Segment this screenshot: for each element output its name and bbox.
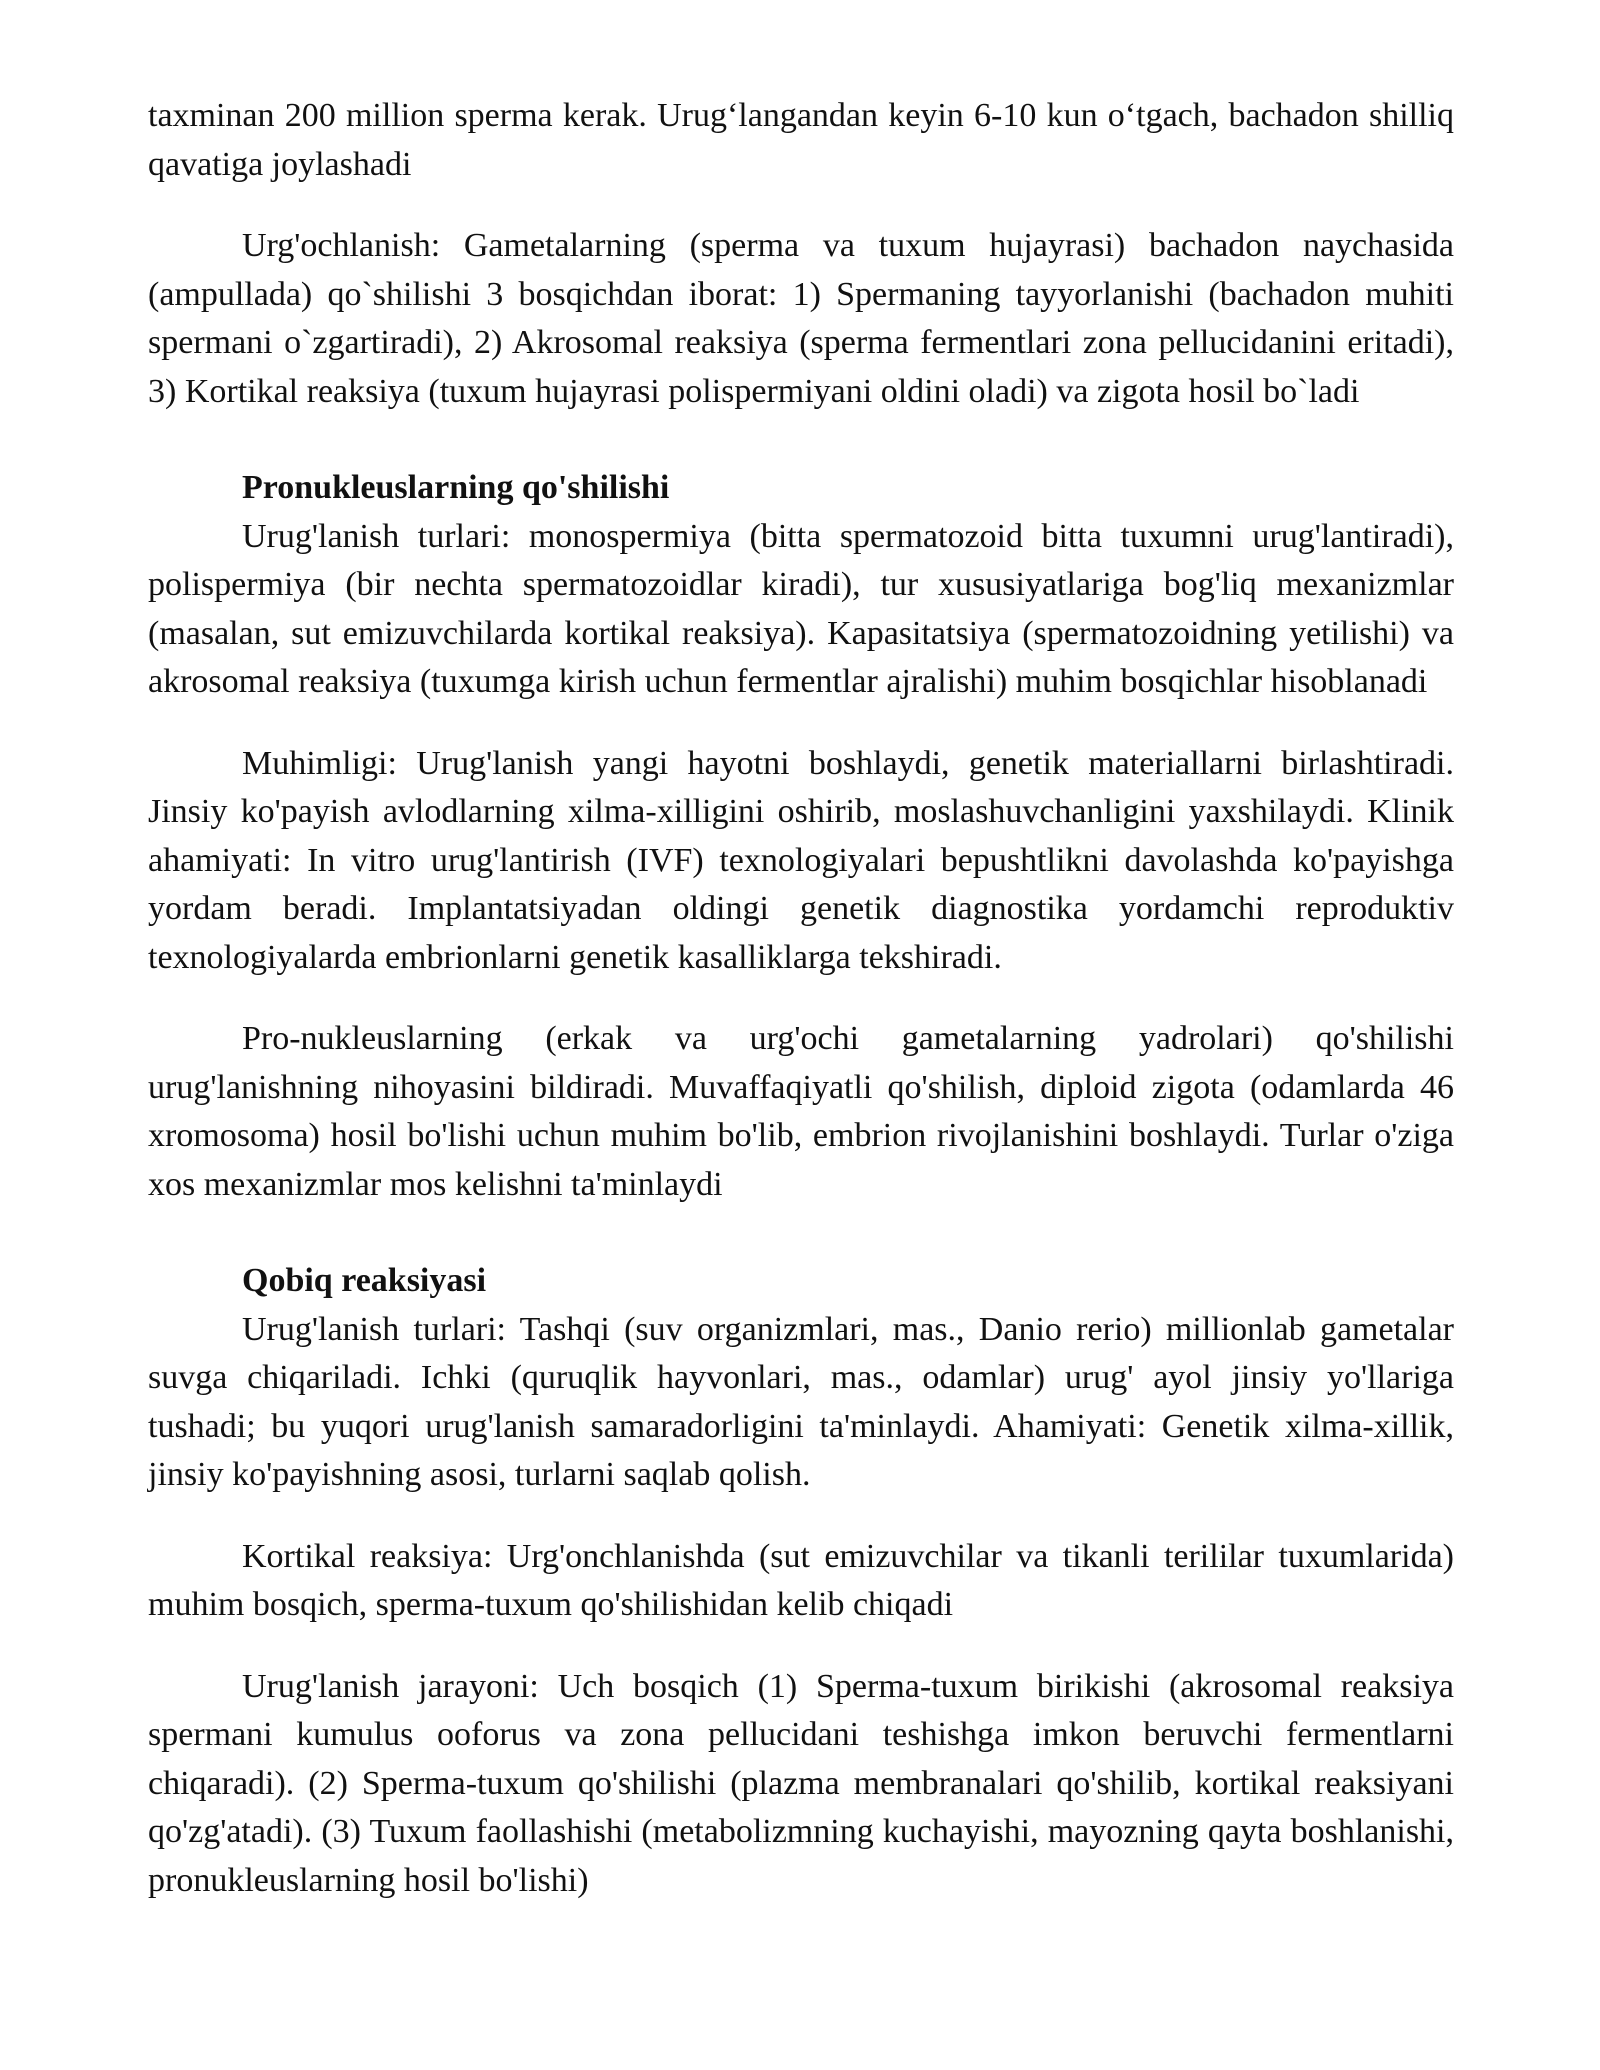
paragraph-uruglanish-turlari-1: Urug'lanish turlari: monospermiya (bitta spermatozoid bitta tuxumni urug'lantiradi), polispermiya (bir nechta spermatozoidlar kiradi), tur xususiyatlariga bog'liq mexanizmlar (masalan, sut emizuvchilarda kortikal reaksiya). Kapasitatsiya (spermatozoidning yetilishi) va akrosomal reaksiya (tuxumga kirish uchun fermentlar ajralishi) muhim bosqichlar hisoblanadi (148, 517, 1454, 700)
heading-pronukleuslarning-qoshilishi: Pronukleuslarning qo'shilishi (242, 469, 670, 506)
paragraph-kortikal-reaksiya: Kortikal reaksiya: Urg'onchlanishda (sut emizuvchilar va tikanli terililar tuxumlarida) muhim bosqich, sperma-tuxum qo'shilishidan kelib chiqadi (148, 1537, 1454, 1623)
paragraph-uruglanish-turlari-2: Urug'lanish turlari: Tashqi (suv organizmlari, mas., Danio rerio) millionlab gametalar suvga chiqariladi. Ichki (quruqlik hayvonlari, mas., odamlar) urug' ayol jinsiy yo'llariga tushadi; bu yuqori urug'lanish samaradorligini ta'minlaydi. Ahamiyati: Genetik xilma-xillik, jinsiy ko'payishning asosi, turlarni saqlab qolish. (148, 1310, 1454, 1493)
heading-qobiq-reaksiyasi: Qobiq reaksiyasi (242, 1262, 487, 1299)
paragraph-muhimligi: Muhimligi: Urug'lanish yangi hayotni boshlaydi, genetik materiallarni birlashtiradi. Jinsiy ko'payish avlodlarning xilma-xilligini oshirib, moslashuvchanligini yaxshilaydi. Klinik ahamiyati: In vitro urug'lantirish (IVF) texnologiyalari bepushtlikni davolashda ko'payishga yordam beradi. Implantatsiyadan oldingi genetik diagnostika yordamchi reproduktiv texnologiyalarda embrionlarni genetik kasalliklarga tekshiradi. (148, 744, 1454, 976)
paragraph-urgochlanish: Urg'ochlanish: Gametalarning (sperma va tuxum hujayrasi) bachadon naychasida (ampullada) qo`shilishi 3 bosqichdan iborat: 1) Spermaning tayyorlanishi (bachadon muhiti spermani o`zgartiradi), 2) Akrosomal reaksiya (sperma fermentlari zona pellucidanini eritadi), 3) Kortikal reaksiya (tuxum hujayrasi polispermiyani oldini oladi) va zigota hosil bo`ladi (148, 227, 1454, 410)
document-body (148, 92, 1454, 1905)
paragraph-pronukleuslarning: Pro-nukleuslarning (erkak va urg'ochi gametalarning yadrolari) qo'shilishi urug'lanishning nihoyasini bildiradi. Muvaffaqiyatli qo'shilish, diploid zigota (odamlarda 46 xromosoma) hosil bo'lishi uchun muhim bo'lib, embrion rivojlanishini boshlaydi. Turlar o'ziga xos mexanizmlar mos kelishni ta'minlaydi (148, 1020, 1454, 1203)
paragraph-uruglanish-jarayoni: Urug'lanish jarayoni: Uch bosqich (1) Sperma-tuxum birikishi (akrosomal reaksiya spermani kumulus ooforus va zona pellucidani teshishga imkon beruvchi fermentlarni chiqaradi). (2) Sperma-tuxum qo'shilishi (plazma membranalari qo'shilib, kortikal reaksiyani qo'zg'atadi). (3) Tuxum faollashishi (metabolizmning kuchayishi, mayozning qayta boshlanishi, pronukleuslarning hosil bo'lishi) (148, 1667, 1454, 1899)
paragraph-intro: taxminan 200 million sperma kerak. Urug‘langandan keyin 6-10 kun o‘tgach, bachadon shilliq qavatiga joylashadi (148, 97, 1454, 183)
